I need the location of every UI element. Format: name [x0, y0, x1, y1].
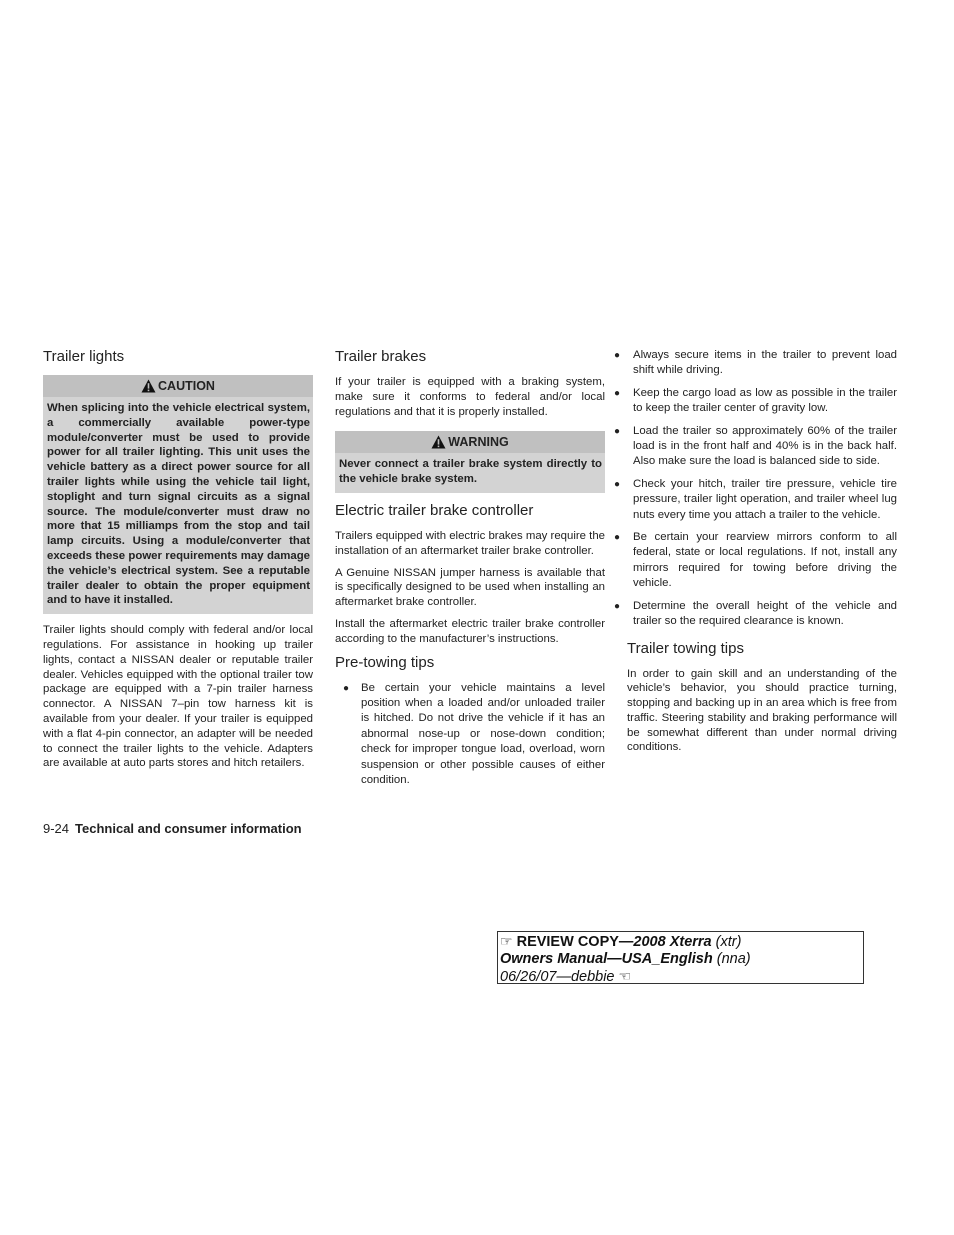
- page-number: 9-24: [43, 821, 70, 836]
- warning-triangle-icon: [141, 379, 156, 393]
- trailer-lights-paragraph: Trailer lights should comply with federal and/or local regulations. For assistance in hooking up trailer lights, contact a NISSAN dealer or reputable trailer dealer. Vehicles equipped with the optional trailer tow package are equipped with a 7-pin trailer harness connector. A NISSAN 7–pin tow harness kit is available from your dealer. If your trailer is equipped with a flat 4-pin connector, an adapter will be needed to connect the trailer lights to the vehicle. Adapters are available at auto parts stores and hitch retailers.: [43, 624, 313, 770]
- model-name: 2008 Xterra: [633, 934, 712, 950]
- bullet-icon: ●: [614, 425, 621, 437]
- heading-trailer-brakes: Trailer brakes: [335, 348, 427, 365]
- bullet-icon: ●: [343, 682, 350, 694]
- list-item-text: Always secure items in the trailer to prevent load shift while driving.: [633, 349, 897, 377]
- pre-towing-list: [335, 681, 605, 789]
- review-line-2: [500, 951, 863, 968]
- review-line-1: [500, 933, 863, 951]
- list-item-text: Check your hitch, trailer tire pressure, vehicle tire pressure, trailer light operation, and trailer wheel lug nuts every time you attach a trailer to the vehicle.: [633, 477, 897, 521]
- controller-paragraph: Trailers equipped with electric brakes may require the installation of an aftermarket trailer brake controller.: [335, 529, 605, 557]
- warning-text: Never connect a trailer brake system directly to the vehicle brake system.: [339, 458, 602, 486]
- list-item: [607, 530, 897, 592]
- trailer-brakes-paragraph: If your trailer is equipped with a braking system, make sure it conforms to federal and/or local regulations and that it is properly installed.: [335, 376, 605, 418]
- caution-header: [43, 375, 313, 397]
- list-item: [607, 348, 897, 379]
- bullet-icon: ●: [614, 532, 621, 544]
- list-item-text: Be certain your rearview mirrors conform to all federal, state or local regulations. If not, install any mirrors required for towing before driving the vehicle.: [633, 531, 897, 590]
- pointing-hand-right-icon: ☞: [500, 933, 513, 949]
- heading-trailer-towing-tips: Trailer towing tips: [627, 639, 744, 657]
- bullet-icon: ●: [614, 478, 621, 490]
- caution-text: When splicing into the vehicle electrical system, a commercially available power-type module/converter must be used to provide power for all trailer lighting. This unit uses the vehicle battery as a direct power source for all trailer lights while using the vehicle tail light, stoplight and turn signal circuits as a signal source. The module/converter must draw no more that 15 milliamps from the stop and tail lamp circuits. Using a module/converter that exceeds these power requirements may damage the vehicle’s electrical system. See a reputable trailer dealer to obtain the proper equipment and to have it installed.: [47, 402, 310, 607]
- heading-pre-towing-tips: Pre-towing tips: [335, 653, 435, 671]
- bullet-icon: ●: [614, 387, 621, 399]
- pointing-hand-left-icon: ☜: [618, 968, 632, 984]
- list-item-text: Be certain your vehicle maintains a level position when a loaded and/or unloaded trailer is hitched. Do not drive the vehicle if it has an abnormal nose-up or nose-down condition; check for improper tongue load, overload, worn suspension or other possible causes of either condition.: [361, 681, 605, 786]
- review-copy-label: REVIEW COPY—: [516, 934, 634, 950]
- warning-label: WARNING: [448, 435, 509, 450]
- list-item: [607, 599, 897, 630]
- heading-electric-brake-controller: Electric trailer brake controller: [335, 501, 534, 519]
- model-code: (xtr): [711, 934, 742, 950]
- list-item: [607, 386, 897, 417]
- towing-checklist: [607, 348, 897, 630]
- controller-paragraph: A Genuine NISSAN jumper harness is available that is specifically designed to be used when installing an aftermarket brake controller.: [335, 566, 605, 609]
- heading-trailer-lights: Trailer lights: [43, 348, 125, 365]
- column-3: [614, 348, 897, 762]
- list-item: [607, 424, 897, 470]
- section-title: Technical and consumer information: [75, 821, 302, 836]
- towing-tips-paragraph: In order to gain skill and an understanding of the vehicle’s behavior, you should practice turning, stopping and backing up in an area which is free from traffic. Steering stability and braking performance will be somewhat different than under normal driving conditions.: [627, 667, 897, 754]
- warning-triangle-icon: [431, 435, 446, 449]
- manual-name: Owners Manual—USA_English: [500, 951, 713, 967]
- list-item: [335, 681, 605, 789]
- review-line-3: [500, 968, 863, 986]
- page-footer: [43, 821, 302, 836]
- list-item-text: Keep the cargo load as low as possible in the trailer to keep the trailer center of gravity low.: [633, 386, 897, 415]
- warning-header: [335, 431, 605, 453]
- caution-box: [43, 375, 313, 614]
- bullet-icon: ●: [614, 350, 621, 361]
- bullet-icon: ●: [614, 600, 621, 612]
- review-copy-stamp: [497, 931, 864, 984]
- market-code: (nna): [712, 951, 751, 967]
- list-item: [607, 477, 897, 523]
- list-item-text: Load the trailer so approximately 60% of the trailer load is in the front half and 40% is in the back half. Also make sure the load is balanced side to side.: [633, 424, 897, 468]
- controller-paragraph: Install the aftermarket electric trailer brake controller according to the manufacturer’s instructions.: [335, 617, 605, 645]
- warning-box: [335, 431, 605, 493]
- list-item-text: Determine the overall height of the vehicle and trailer so the required clearance is known.: [633, 599, 897, 628]
- review-date-author: 06/26/07—debbie: [500, 969, 615, 985]
- caution-label: CAUTION: [158, 379, 215, 393]
- column-2: [335, 348, 605, 795]
- column-1: [43, 348, 313, 778]
